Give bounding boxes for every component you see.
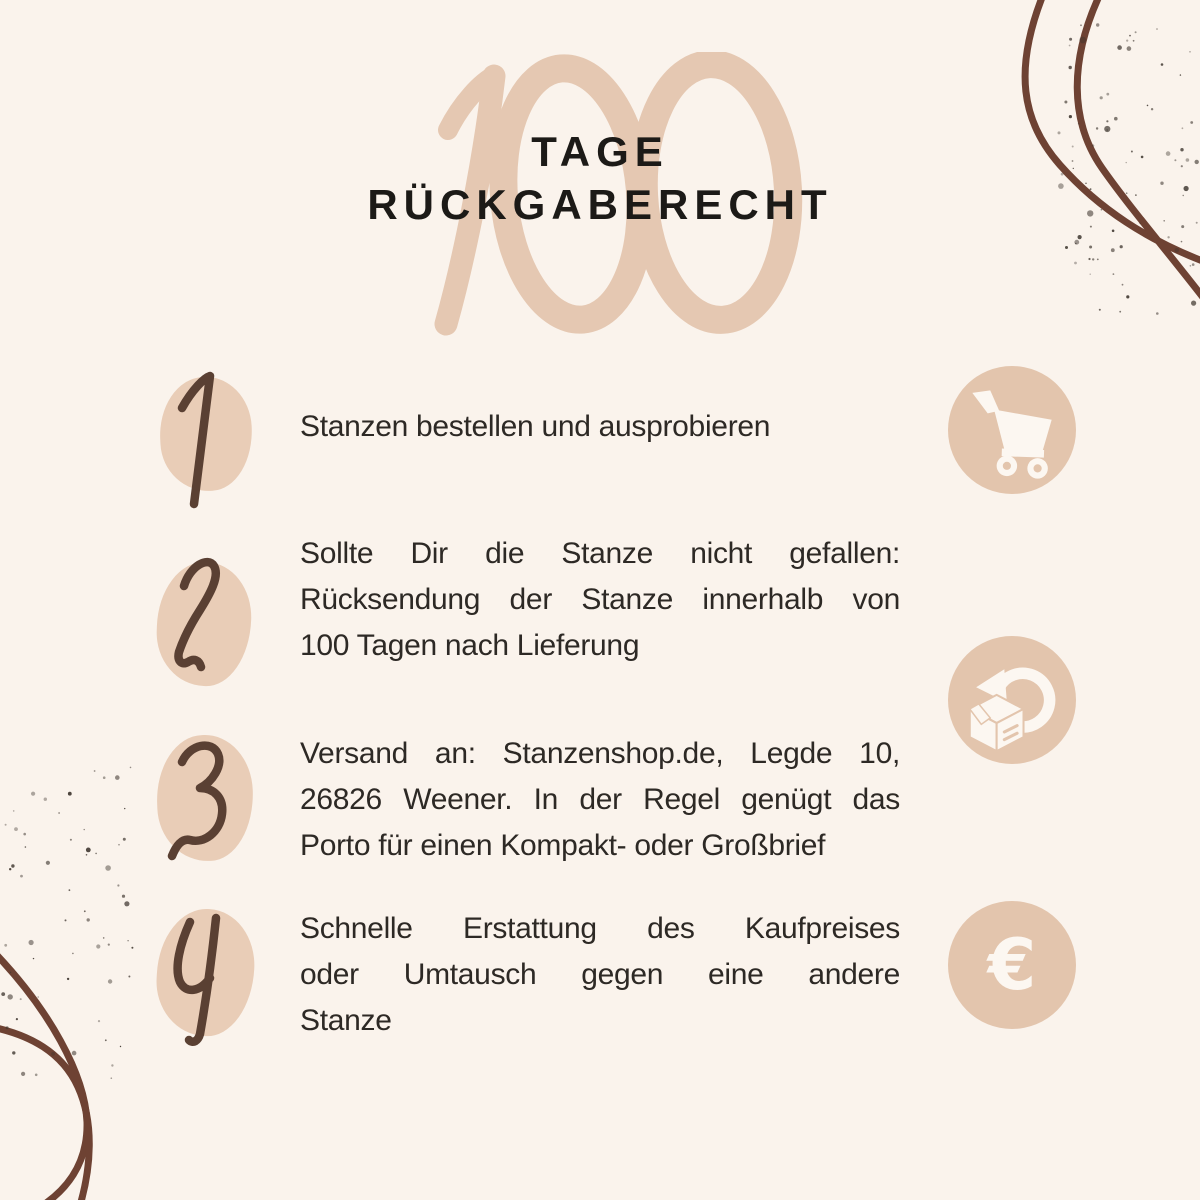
speckle-dot xyxy=(1,992,5,996)
page-title xyxy=(0,128,1200,229)
step-4-text xyxy=(300,906,900,1044)
speckle-dot xyxy=(1133,40,1135,42)
speckle-dot xyxy=(1112,230,1115,233)
speckle-dot xyxy=(1100,96,1103,99)
speckle-dot xyxy=(127,940,128,941)
speckle-dot xyxy=(122,895,125,898)
speckle-dot xyxy=(1099,309,1101,311)
step-text-line: Stanze xyxy=(300,1004,392,1037)
speckle-dot xyxy=(1119,311,1121,313)
decor-curve-bottom-left-outer xyxy=(0,950,87,1200)
speckle-dot xyxy=(1189,51,1191,53)
speckle-dot xyxy=(1106,93,1109,96)
title-line-tage: TAGE xyxy=(531,128,669,175)
speckle-dot xyxy=(23,833,26,836)
speckle-dot xyxy=(10,972,12,974)
speckle-dot xyxy=(84,910,86,912)
speckle-dot xyxy=(105,1039,107,1041)
speckle-dot xyxy=(124,901,129,906)
speckle-dot xyxy=(1078,123,1080,125)
speckle-dot xyxy=(1074,262,1077,265)
speckle-dot xyxy=(1092,258,1094,260)
speckle-dot xyxy=(1190,265,1192,267)
step-1-text xyxy=(300,404,900,450)
speckle-dot xyxy=(1089,246,1092,249)
step-text-line: 100 Tagen nach Lieferung xyxy=(300,629,640,662)
speckle-dot xyxy=(12,1051,15,1054)
speckle-dot xyxy=(1151,108,1153,110)
step-text-line: Porto für einen Kompakt- oder Großbrief xyxy=(300,829,826,862)
speckle-dot xyxy=(1129,35,1131,37)
speckle-dot xyxy=(1078,235,1082,239)
speckle-dot xyxy=(5,824,7,826)
speckle-dot xyxy=(1156,28,1158,30)
speckle-dot xyxy=(70,839,72,841)
speckle-dot xyxy=(94,770,96,772)
speckle-dot xyxy=(1069,45,1071,47)
speckle-dot xyxy=(111,1064,113,1066)
speckle-dot xyxy=(1122,284,1124,286)
speckle-dot xyxy=(1135,31,1137,33)
speckle-dot xyxy=(72,953,74,955)
package-return-icon xyxy=(948,636,1076,764)
speckle-dot xyxy=(1120,245,1123,248)
speckle-dot xyxy=(124,808,125,809)
speckle-dot xyxy=(65,919,67,921)
speckle-dot xyxy=(1126,40,1128,42)
step-2-text xyxy=(300,531,900,669)
speckle-dot xyxy=(31,792,35,796)
speckle-dot xyxy=(86,854,88,856)
speckle-dot xyxy=(1069,38,1072,41)
speckle-dot xyxy=(87,918,90,921)
speckle-dot xyxy=(1126,295,1129,298)
speckle-dot xyxy=(130,767,132,769)
speckle-dot xyxy=(1074,240,1079,245)
speckle-dot xyxy=(120,1046,121,1047)
speckle-dot xyxy=(95,853,97,855)
speckle-dot xyxy=(1156,312,1159,315)
speckle-dot xyxy=(72,1051,77,1056)
step-3-text xyxy=(300,731,900,869)
speckle-dot xyxy=(1114,117,1118,121)
speckle-dot xyxy=(37,996,39,998)
step-text-line: Sollte Dir die Stanze nicht gefallen: xyxy=(300,537,900,570)
speckle-dot xyxy=(84,829,85,830)
speckle-dot xyxy=(1080,24,1082,26)
speckle-dot xyxy=(105,865,111,871)
speckle-dots-bottom-left xyxy=(1,767,133,1079)
step-text-line: Versand an: Stanzenshop.de, Legde 10, xyxy=(300,737,900,770)
speckle-dot xyxy=(1069,115,1072,118)
speckle-dot xyxy=(68,792,72,796)
speckle-dot xyxy=(1175,248,1180,253)
speckle-dot xyxy=(111,1077,113,1079)
speckle-dot xyxy=(86,848,91,853)
decor-curve-bottom-left-inner xyxy=(0,1027,89,1200)
speckle-dot xyxy=(16,1018,18,1020)
speckle-dot xyxy=(9,868,11,870)
step-text-line: Stanzen bestellen und ausprobieren xyxy=(300,410,771,443)
speckle-dot xyxy=(20,875,23,878)
speckle-dot xyxy=(46,861,50,865)
speckle-dot xyxy=(1088,258,1090,260)
speckle-dot xyxy=(33,958,34,959)
speckle-dot xyxy=(1161,63,1164,66)
speckle-dot xyxy=(1117,45,1122,50)
title-line-rueckgaberecht: RÜCKGABERECHT xyxy=(367,181,833,228)
speckle-dot xyxy=(51,1052,55,1056)
step-text-line: 26826 Weener. In der Regel genügt das xyxy=(300,783,900,816)
handwritten-2-icon xyxy=(150,550,260,700)
step-text-line: Schnelle Erstattung des Kaufpreises xyxy=(300,912,900,945)
shopping-cart-icon-circle xyxy=(948,366,1076,494)
speckle-dot xyxy=(103,937,105,939)
speckle-dot xyxy=(58,812,60,814)
speckle-dot xyxy=(1097,259,1099,261)
euro-icon-circle xyxy=(948,901,1076,1029)
speckle-dot xyxy=(123,838,126,841)
speckle-dot xyxy=(1181,241,1183,243)
euro-symbol: € xyxy=(987,924,1037,1006)
speckle-dot xyxy=(117,884,119,886)
speckle-dot xyxy=(13,810,15,812)
shopping-cart-icon xyxy=(948,366,1076,494)
speckle-dot xyxy=(4,944,7,947)
speckle-dot xyxy=(44,798,47,801)
speckle-dot xyxy=(1075,243,1077,245)
speckle-dot xyxy=(1096,23,1099,26)
speckle-dot xyxy=(35,1074,38,1077)
speckle-dot xyxy=(1069,66,1072,69)
speckle-dot xyxy=(96,944,100,948)
speckle-dot xyxy=(1127,46,1132,51)
speckle-dot xyxy=(1191,301,1196,306)
speckle-dot xyxy=(131,947,133,949)
speckle-dot xyxy=(1065,246,1068,249)
step-text-line: oder Umtausch gegen eine andere xyxy=(300,958,900,991)
speckle-dot xyxy=(118,844,120,846)
speckle-dot xyxy=(21,1072,25,1076)
speckle-dot xyxy=(1192,263,1195,266)
speckle-dot xyxy=(1167,236,1169,238)
speckle-dot xyxy=(6,1026,9,1029)
speckle-dot xyxy=(11,864,14,867)
speckle-dot xyxy=(69,889,71,891)
speckle-dot xyxy=(1180,74,1181,75)
speckle-dot xyxy=(98,1020,100,1022)
speckle-dot xyxy=(108,944,110,946)
step-text-line: Rücksendung der Stanze innerhalb von xyxy=(300,583,900,616)
speckle-dot xyxy=(25,846,27,848)
speckle-dot xyxy=(1147,105,1149,107)
speckle-dot xyxy=(128,976,130,978)
handwritten-3-icon xyxy=(152,732,262,882)
handwritten-4-icon xyxy=(150,900,260,1050)
speckle-dot xyxy=(1090,274,1091,275)
speckle-dot xyxy=(108,979,112,983)
handwritten-1-icon xyxy=(152,366,262,516)
speckle-dot xyxy=(67,978,69,980)
speckle-dot xyxy=(1113,273,1115,275)
euro-icon xyxy=(948,901,1076,1029)
speckle-dot xyxy=(29,940,34,945)
speckle-dot xyxy=(103,776,106,779)
package-return-icon-circle xyxy=(948,636,1076,764)
speckle-dot xyxy=(1106,120,1108,122)
speckle-dot xyxy=(14,827,18,831)
speckle-dot xyxy=(20,998,22,1000)
speckle-dot xyxy=(1111,248,1115,252)
speckle-dot xyxy=(115,775,120,780)
speckle-dot xyxy=(1190,121,1193,124)
speckle-dot xyxy=(8,994,13,999)
speckle-dot xyxy=(1079,37,1086,44)
speckle-dot xyxy=(1064,101,1067,104)
